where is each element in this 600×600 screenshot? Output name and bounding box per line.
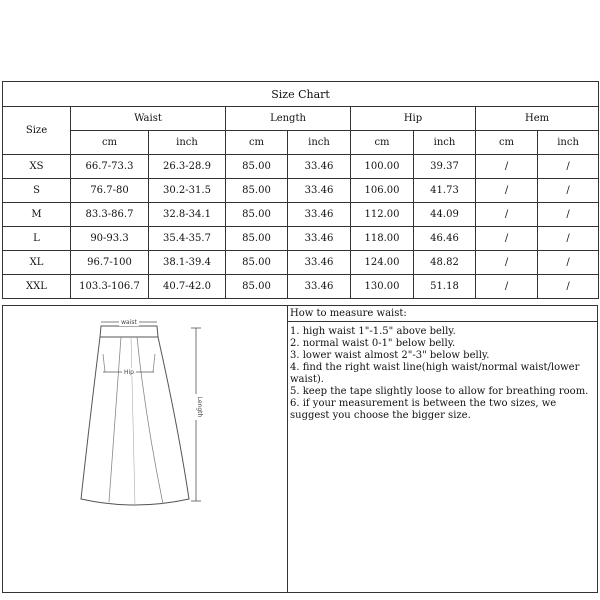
note-item: 4. find the right waist line(high waist/normal waist/lower waist). <box>290 362 580 385</box>
table-cell: 48.82 <box>414 251 476 275</box>
table-cell: / <box>538 275 599 299</box>
table-cell: 39.37 <box>414 155 476 179</box>
table-row <box>3 227 599 251</box>
table-cell: 76.7-80 <box>71 179 149 203</box>
table-cell: / <box>538 227 599 251</box>
table-cell: 66.7-73.3 <box>71 155 149 179</box>
table-cell: 100.00 <box>351 155 414 179</box>
table-row <box>3 179 599 203</box>
table-cell: 103.3-106.7 <box>71 275 149 299</box>
size-cell: XL <box>3 251 71 275</box>
table-cell: 130.00 <box>351 275 414 299</box>
unit-header: inch <box>414 131 476 155</box>
table-cell: 85.00 <box>226 227 288 251</box>
measure-panel <box>2 305 598 593</box>
table-cell: 33.46 <box>288 275 351 299</box>
table-cell: 112.00 <box>351 203 414 227</box>
note-item: 1. high waist 1"-1.5" above belly. <box>290 326 456 337</box>
table-cell: / <box>538 155 599 179</box>
header-hem: Hem <box>476 107 599 131</box>
table-row <box>3 275 599 299</box>
table-cell: / <box>538 251 599 275</box>
unit-header: cm <box>71 131 149 155</box>
table-cell: 33.46 <box>288 179 351 203</box>
header-hip: Hip <box>351 107 476 131</box>
notes-title: How to measure waist: <box>288 306 597 322</box>
unit-header: inch <box>288 131 351 155</box>
table-cell: / <box>476 203 538 227</box>
unit-header: cm <box>351 131 414 155</box>
table-row <box>3 203 599 227</box>
table-cell: 85.00 <box>226 251 288 275</box>
table-row <box>3 155 599 179</box>
table-cell: 124.00 <box>351 251 414 275</box>
size-cell: S <box>3 179 71 203</box>
table-cell: 51.18 <box>414 275 476 299</box>
unit-header: inch <box>149 131 226 155</box>
note-item: 5. keep the tape slightly loose to allow for breathing room. <box>290 386 589 397</box>
table-cell: 33.46 <box>288 251 351 275</box>
table-cell: / <box>538 179 599 203</box>
table-cell: 83.3-86.7 <box>71 203 149 227</box>
table-cell: 46.46 <box>414 227 476 251</box>
size-cell: XS <box>3 155 71 179</box>
table-cell: 30.2-31.5 <box>149 179 226 203</box>
header-length: Length <box>226 107 351 131</box>
notes-list <box>288 322 597 422</box>
length-label: Length <box>196 396 203 418</box>
size-chart-table <box>2 81 599 299</box>
note-item: 3. lower waist almost 2"-3" below belly. <box>290 350 490 361</box>
table-cell: 40.7-42.0 <box>149 275 226 299</box>
unit-header: cm <box>476 131 538 155</box>
table-cell: / <box>476 275 538 299</box>
size-cell: M <box>3 203 71 227</box>
measure-notes <box>288 306 597 592</box>
hip-label: Hip <box>124 369 134 376</box>
skirt-body <box>81 337 189 505</box>
table-cell: 33.46 <box>288 155 351 179</box>
table-cell: 41.73 <box>414 179 476 203</box>
table-cell: 38.1-39.4 <box>149 251 226 275</box>
unit-header: inch <box>538 131 599 155</box>
header-size: Size <box>3 107 71 155</box>
table-cell: 85.00 <box>226 275 288 299</box>
table-cell: / <box>476 251 538 275</box>
table-cell: / <box>476 179 538 203</box>
table-title: Size Chart <box>3 82 599 107</box>
table-cell: 85.00 <box>226 203 288 227</box>
table-cell: 85.00 <box>226 179 288 203</box>
skirt-waistband <box>100 326 158 337</box>
table-cell: 118.00 <box>351 227 414 251</box>
table-cell: / <box>476 227 538 251</box>
note-item: 2. normal waist 0-1" below belly. <box>290 338 456 349</box>
table-cell: 96.7-100 <box>71 251 149 275</box>
skirt-drawing <box>3 306 287 592</box>
table-cell: 32.8-34.1 <box>149 203 226 227</box>
note-item: 6. if your measurement is between the two sizes, we suggest you choose the bigger size. <box>290 398 557 421</box>
unit-header: cm <box>226 131 288 155</box>
table-cell: 26.3-28.9 <box>149 155 226 179</box>
table-cell: 85.00 <box>226 155 288 179</box>
table-cell: 33.46 <box>288 227 351 251</box>
table-cell: 44.09 <box>414 203 476 227</box>
table-cell: 106.00 <box>351 179 414 203</box>
size-cell: XXL <box>3 275 71 299</box>
table-cell: / <box>476 155 538 179</box>
table-cell: 90-93.3 <box>71 227 149 251</box>
table-cell: 33.46 <box>288 203 351 227</box>
table-cell: 35.4-35.7 <box>149 227 226 251</box>
table-cell: / <box>538 203 599 227</box>
table-row <box>3 251 599 275</box>
waist-label: waist <box>121 319 137 326</box>
skirt-diagram <box>3 306 288 592</box>
header-waist: Waist <box>71 107 226 131</box>
size-cell: L <box>3 227 71 251</box>
